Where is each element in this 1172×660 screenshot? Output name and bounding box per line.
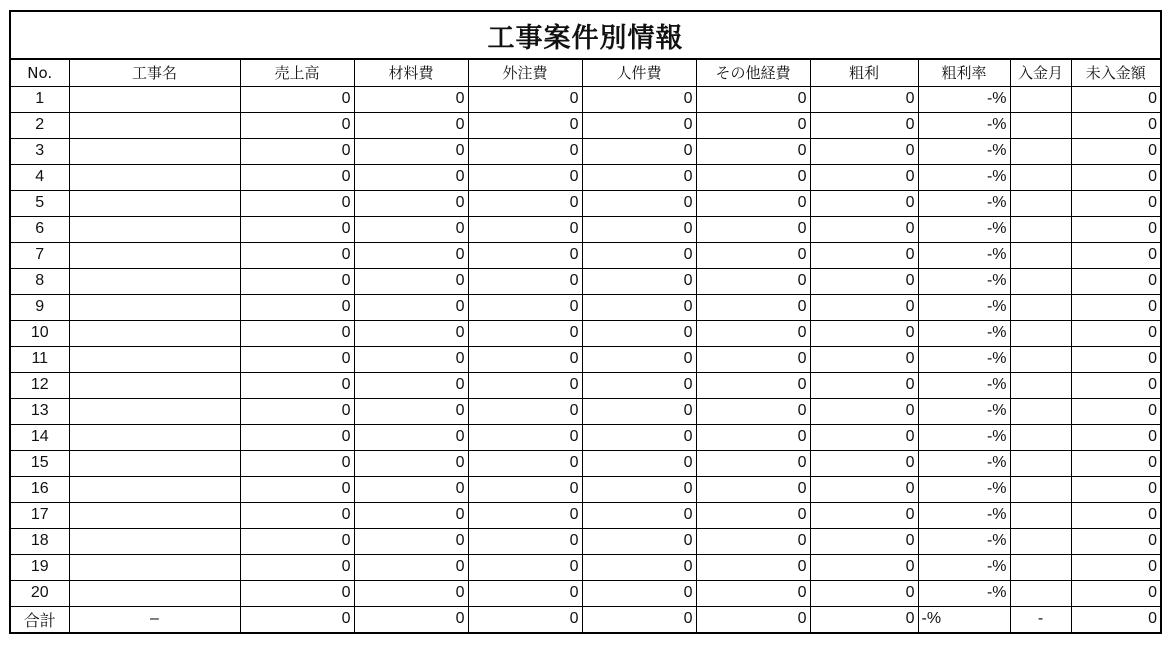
cell-outsource-cost[interactable]: 0 [468, 242, 582, 268]
cell-profit-rate[interactable]: -% [918, 476, 1010, 502]
cell-unpaid-amount[interactable]: 0 [1071, 398, 1160, 424]
cell-labor-cost[interactable]: 0 [582, 268, 696, 294]
cell-no[interactable]: 19 [11, 554, 69, 580]
header-payment-month: 入金月 [1010, 60, 1071, 86]
cell-outsource-cost[interactable]: 0 [468, 528, 582, 554]
cell-unpaid-amount[interactable]: 0 [1071, 424, 1160, 450]
total-outsource-cost[interactable]: 0 [468, 606, 582, 632]
cell-payment-month[interactable] [1010, 242, 1071, 268]
cell-payment-month[interactable] [1010, 554, 1071, 580]
cell-no[interactable]: 5 [11, 190, 69, 216]
cell-unpaid-amount[interactable]: 0 [1071, 164, 1160, 190]
sheet-title: 工事案件別情報 [11, 12, 1160, 60]
cell-gross-profit[interactable]: 0 [810, 294, 918, 320]
cell-material-cost[interactable]: 0 [354, 164, 468, 190]
cell-project-name[interactable] [69, 476, 240, 502]
cell-other-expense[interactable]: 0 [696, 398, 810, 424]
cell-gross-profit[interactable]: 0 [810, 268, 918, 294]
cell-payment-month[interactable] [1010, 268, 1071, 294]
cell-project-name[interactable] [69, 398, 240, 424]
cell-profit-rate[interactable]: -% [918, 294, 1010, 320]
cell-labor-cost[interactable]: 0 [582, 242, 696, 268]
cell-no[interactable]: 13 [11, 398, 69, 424]
header-labor-cost: 人件費 [582, 60, 696, 86]
table-row [11, 554, 1160, 580]
total-sales[interactable]: 0 [240, 606, 354, 632]
header-other-expense: その他経費 [696, 60, 810, 86]
cell-material-cost[interactable]: 0 [354, 346, 468, 372]
cell-sales[interactable]: 0 [240, 294, 354, 320]
table-row [11, 528, 1160, 554]
cell-sales[interactable]: 0 [240, 450, 354, 476]
cell-gross-profit[interactable]: 0 [810, 242, 918, 268]
cell-payment-month[interactable] [1010, 320, 1071, 346]
table-row [11, 216, 1160, 242]
cell-labor-cost[interactable]: 0 [582, 138, 696, 164]
cell-sales[interactable]: 0 [240, 138, 354, 164]
cell-no[interactable]: 4 [11, 164, 69, 190]
cell-project-name[interactable] [69, 424, 240, 450]
cell-profit-rate[interactable]: -% [918, 346, 1010, 372]
cell-material-cost[interactable]: 0 [354, 86, 468, 112]
cell-sales[interactable]: 0 [240, 320, 354, 346]
cell-outsource-cost[interactable]: 0 [468, 450, 582, 476]
cell-material-cost[interactable]: 0 [354, 320, 468, 346]
cell-no[interactable]: 15 [11, 450, 69, 476]
cell-gross-profit[interactable]: 0 [810, 424, 918, 450]
header-gross-profit: 粗利 [810, 60, 918, 86]
cell-unpaid-amount[interactable]: 0 [1071, 320, 1160, 346]
cell-sales[interactable]: 0 [240, 190, 354, 216]
total-profit-rate[interactable]: -% [918, 606, 1010, 632]
cell-payment-month[interactable] [1010, 424, 1071, 450]
table-row [11, 164, 1160, 190]
cell-profit-rate[interactable]: -% [918, 372, 1010, 398]
cell-unpaid-amount[interactable]: 0 [1071, 580, 1160, 606]
cell-sales[interactable]: 0 [240, 398, 354, 424]
total-labor-cost[interactable]: 0 [582, 606, 696, 632]
cell-unpaid-amount[interactable]: 0 [1071, 216, 1160, 242]
cell-labor-cost[interactable]: 0 [582, 476, 696, 502]
table-row [11, 294, 1160, 320]
cell-outsource-cost[interactable]: 0 [468, 554, 582, 580]
table-row [11, 580, 1160, 606]
cell-sales[interactable]: 0 [240, 424, 354, 450]
table-row [11, 398, 1160, 424]
cell-project-name[interactable] [69, 268, 240, 294]
cell-payment-month[interactable] [1010, 112, 1071, 138]
cell-material-cost[interactable]: 0 [354, 398, 468, 424]
cell-payment-month[interactable] [1010, 372, 1071, 398]
project-table [11, 60, 1160, 632]
total-payment-month[interactable]: - [1010, 606, 1071, 632]
table-row [11, 138, 1160, 164]
cell-no[interactable]: 2 [11, 112, 69, 138]
cell-project-name[interactable] [69, 164, 240, 190]
cell-no[interactable]: 14 [11, 424, 69, 450]
cell-profit-rate[interactable]: -% [918, 528, 1010, 554]
cell-unpaid-amount[interactable]: 0 [1071, 528, 1160, 554]
total-material-cost[interactable]: 0 [354, 606, 468, 632]
cell-unpaid-amount[interactable]: 0 [1071, 138, 1160, 164]
cell-other-expense[interactable]: 0 [696, 528, 810, 554]
cell-other-expense[interactable]: 0 [696, 190, 810, 216]
cell-unpaid-amount[interactable]: 0 [1071, 372, 1160, 398]
header-unpaid-amount: 未入金額 [1071, 60, 1160, 86]
cell-gross-profit[interactable]: 0 [810, 320, 918, 346]
cell-sales[interactable]: 0 [240, 216, 354, 242]
cell-outsource-cost[interactable]: 0 [468, 424, 582, 450]
cell-project-name[interactable] [69, 554, 240, 580]
table-row [11, 476, 1160, 502]
cell-unpaid-amount[interactable]: 0 [1071, 450, 1160, 476]
cell-outsource-cost[interactable]: 0 [468, 268, 582, 294]
cell-labor-cost[interactable]: 0 [582, 294, 696, 320]
table-row [11, 268, 1160, 294]
cell-sales[interactable]: 0 [240, 242, 354, 268]
cell-labor-cost[interactable]: 0 [582, 450, 696, 476]
cell-no[interactable]: 1 [11, 86, 69, 112]
cell-other-expense[interactable]: 0 [696, 242, 810, 268]
cell-sales[interactable]: 0 [240, 372, 354, 398]
cell-material-cost[interactable]: 0 [354, 242, 468, 268]
cell-outsource-cost[interactable]: 0 [468, 216, 582, 242]
cell-other-expense[interactable]: 0 [696, 164, 810, 190]
cell-payment-month[interactable] [1010, 294, 1071, 320]
cell-other-expense[interactable]: 0 [696, 112, 810, 138]
total-unpaid-amount[interactable]: 0 [1071, 606, 1160, 632]
cell-other-expense[interactable]: 0 [696, 554, 810, 580]
cell-outsource-cost[interactable]: 0 [468, 320, 582, 346]
cell-outsource-cost[interactable]: 0 [468, 294, 582, 320]
cell-unpaid-amount[interactable]: 0 [1071, 476, 1160, 502]
cell-profit-rate[interactable]: -% [918, 320, 1010, 346]
cell-no[interactable]: 16 [11, 476, 69, 502]
cell-gross-profit[interactable]: 0 [810, 164, 918, 190]
cell-outsource-cost[interactable]: 0 [468, 112, 582, 138]
cell-profit-rate[interactable]: -% [918, 450, 1010, 476]
cell-outsource-cost[interactable]: 0 [468, 164, 582, 190]
cell-payment-month[interactable] [1010, 398, 1071, 424]
spreadsheet [9, 10, 1162, 634]
cell-profit-rate[interactable]: -% [918, 242, 1010, 268]
cell-project-name[interactable] [69, 346, 240, 372]
cell-payment-month[interactable] [1010, 190, 1071, 216]
table-row [11, 372, 1160, 398]
cell-project-name[interactable] [69, 138, 240, 164]
cell-material-cost[interactable]: 0 [354, 216, 468, 242]
cell-other-expense[interactable]: 0 [696, 216, 810, 242]
cell-profit-rate[interactable]: -% [918, 112, 1010, 138]
cell-project-name[interactable] [69, 502, 240, 528]
cell-gross-profit[interactable]: 0 [810, 216, 918, 242]
cell-gross-profit[interactable]: 0 [810, 450, 918, 476]
cell-no[interactable]: 11 [11, 346, 69, 372]
cell-material-cost[interactable]: 0 [354, 476, 468, 502]
cell-labor-cost[interactable]: 0 [582, 190, 696, 216]
cell-labor-cost[interactable]: 0 [582, 320, 696, 346]
cell-project-name[interactable] [69, 320, 240, 346]
cell-labor-cost[interactable]: 0 [582, 164, 696, 190]
cell-payment-month[interactable] [1010, 476, 1071, 502]
header-material-cost: 材料費 [354, 60, 468, 86]
cell-project-name[interactable] [69, 580, 240, 606]
cell-project-name[interactable] [69, 112, 240, 138]
cell-unpaid-amount[interactable]: 0 [1071, 554, 1160, 580]
header-sales: 売上高 [240, 60, 354, 86]
cell-outsource-cost[interactable]: 0 [468, 190, 582, 216]
cell-no[interactable]: 17 [11, 502, 69, 528]
cell-material-cost[interactable]: 0 [354, 580, 468, 606]
cell-unpaid-amount[interactable]: 0 [1071, 502, 1160, 528]
cell-profit-rate[interactable]: -% [918, 268, 1010, 294]
table-row [11, 86, 1160, 112]
cell-unpaid-amount[interactable]: 0 [1071, 346, 1160, 372]
cell-labor-cost[interactable]: 0 [582, 216, 696, 242]
cell-other-expense[interactable]: 0 [696, 502, 810, 528]
total-no[interactable]: 合計 [11, 606, 69, 632]
cell-sales[interactable]: 0 [240, 86, 354, 112]
cell-labor-cost[interactable]: 0 [582, 528, 696, 554]
cell-gross-profit[interactable]: 0 [810, 502, 918, 528]
table-row [11, 502, 1160, 528]
cell-gross-profit[interactable]: 0 [810, 580, 918, 606]
cell-other-expense[interactable]: 0 [696, 372, 810, 398]
cell-unpaid-amount[interactable]: 0 [1071, 242, 1160, 268]
cell-outsource-cost[interactable]: 0 [468, 502, 582, 528]
cell-payment-month[interactable] [1010, 86, 1071, 112]
total-other-expense[interactable]: 0 [696, 606, 810, 632]
cell-no[interactable]: 7 [11, 242, 69, 268]
cell-payment-month[interactable] [1010, 164, 1071, 190]
cell-payment-month[interactable] [1010, 346, 1071, 372]
table-row [11, 450, 1160, 476]
cell-unpaid-amount[interactable]: 0 [1071, 86, 1160, 112]
cell-sales[interactable]: 0 [240, 580, 354, 606]
total-row [11, 606, 1160, 632]
total-project-name[interactable]: – [69, 606, 240, 632]
header-project-name: 工事名 [69, 60, 240, 86]
cell-payment-month[interactable] [1010, 450, 1071, 476]
table-row [11, 424, 1160, 450]
cell-material-cost[interactable]: 0 [354, 502, 468, 528]
cell-material-cost[interactable]: 0 [354, 190, 468, 216]
table-row [11, 112, 1160, 138]
total-gross-profit[interactable]: 0 [810, 606, 918, 632]
cell-gross-profit[interactable]: 0 [810, 398, 918, 424]
cell-project-name[interactable] [69, 242, 240, 268]
table-row [11, 190, 1160, 216]
cell-material-cost[interactable]: 0 [354, 450, 468, 476]
cell-labor-cost[interactable]: 0 [582, 372, 696, 398]
table-row [11, 320, 1160, 346]
cell-no[interactable]: 3 [11, 138, 69, 164]
cell-material-cost[interactable]: 0 [354, 372, 468, 398]
cell-project-name[interactable] [69, 372, 240, 398]
cell-outsource-cost[interactable]: 0 [468, 398, 582, 424]
cell-profit-rate[interactable]: -% [918, 86, 1010, 112]
cell-other-expense[interactable]: 0 [696, 138, 810, 164]
cell-no[interactable]: 8 [11, 268, 69, 294]
cell-unpaid-amount[interactable]: 0 [1071, 268, 1160, 294]
cell-project-name[interactable] [69, 190, 240, 216]
cell-sales[interactable]: 0 [240, 112, 354, 138]
cell-labor-cost[interactable]: 0 [582, 346, 696, 372]
cell-outsource-cost[interactable]: 0 [468, 476, 582, 502]
cell-other-expense[interactable]: 0 [696, 320, 810, 346]
table-row [11, 242, 1160, 268]
cell-project-name[interactable] [69, 450, 240, 476]
cell-outsource-cost[interactable]: 0 [468, 346, 582, 372]
cell-material-cost[interactable]: 0 [354, 554, 468, 580]
cell-gross-profit[interactable]: 0 [810, 554, 918, 580]
cell-labor-cost[interactable]: 0 [582, 424, 696, 450]
cell-gross-profit[interactable]: 0 [810, 528, 918, 554]
cell-sales[interactable]: 0 [240, 502, 354, 528]
cell-other-expense[interactable]: 0 [696, 424, 810, 450]
cell-outsource-cost[interactable]: 0 [468, 86, 582, 112]
cell-sales[interactable]: 0 [240, 476, 354, 502]
cell-gross-profit[interactable]: 0 [810, 86, 918, 112]
cell-no[interactable]: 18 [11, 528, 69, 554]
cell-gross-profit[interactable]: 0 [810, 190, 918, 216]
cell-other-expense[interactable]: 0 [696, 86, 810, 112]
cell-profit-rate[interactable]: -% [918, 138, 1010, 164]
header-outsource-cost: 外注費 [468, 60, 582, 86]
cell-gross-profit[interactable]: 0 [810, 112, 918, 138]
cell-profit-rate[interactable]: -% [918, 190, 1010, 216]
cell-sales[interactable]: 0 [240, 528, 354, 554]
cell-material-cost[interactable]: 0 [354, 268, 468, 294]
cell-payment-month[interactable] [1010, 528, 1071, 554]
cell-no[interactable]: 20 [11, 580, 69, 606]
cell-no[interactable]: 10 [11, 320, 69, 346]
cell-gross-profit[interactable]: 0 [810, 138, 918, 164]
cell-profit-rate[interactable]: -% [918, 164, 1010, 190]
cell-profit-rate[interactable]: -% [918, 216, 1010, 242]
cell-labor-cost[interactable]: 0 [582, 580, 696, 606]
cell-gross-profit[interactable]: 0 [810, 346, 918, 372]
cell-labor-cost[interactable]: 0 [582, 554, 696, 580]
cell-other-expense[interactable]: 0 [696, 580, 810, 606]
cell-labor-cost[interactable]: 0 [582, 112, 696, 138]
cell-no[interactable]: 12 [11, 372, 69, 398]
cell-sales[interactable]: 0 [240, 164, 354, 190]
cell-profit-rate[interactable]: -% [918, 424, 1010, 450]
header-profit-rate: 粗利率 [918, 60, 1010, 86]
cell-material-cost[interactable]: 0 [354, 112, 468, 138]
cell-unpaid-amount[interactable]: 0 [1071, 112, 1160, 138]
cell-payment-month[interactable] [1010, 580, 1071, 606]
cell-other-expense[interactable]: 0 [696, 294, 810, 320]
cell-other-expense[interactable]: 0 [696, 346, 810, 372]
cell-sales[interactable]: 0 [240, 554, 354, 580]
cell-payment-month[interactable] [1010, 502, 1071, 528]
cell-material-cost[interactable]: 0 [354, 528, 468, 554]
cell-payment-month[interactable] [1010, 216, 1071, 242]
header-no: No. [11, 60, 69, 86]
cell-profit-rate[interactable]: -% [918, 554, 1010, 580]
cell-project-name[interactable] [69, 294, 240, 320]
cell-other-expense[interactable]: 0 [696, 268, 810, 294]
cell-project-name[interactable] [69, 216, 240, 242]
cell-labor-cost[interactable]: 0 [582, 86, 696, 112]
cell-unpaid-amount[interactable]: 0 [1071, 190, 1160, 216]
table-row [11, 346, 1160, 372]
cell-labor-cost[interactable]: 0 [582, 502, 696, 528]
cell-outsource-cost[interactable]: 0 [468, 138, 582, 164]
cell-material-cost[interactable]: 0 [354, 424, 468, 450]
cell-gross-profit[interactable]: 0 [810, 372, 918, 398]
cell-profit-rate[interactable]: -% [918, 580, 1010, 606]
cell-no[interactable]: 9 [11, 294, 69, 320]
cell-payment-month[interactable] [1010, 138, 1071, 164]
cell-project-name[interactable] [69, 528, 240, 554]
cell-outsource-cost[interactable]: 0 [468, 372, 582, 398]
cell-other-expense[interactable]: 0 [696, 450, 810, 476]
cell-no[interactable]: 6 [11, 216, 69, 242]
cell-material-cost[interactable]: 0 [354, 138, 468, 164]
cell-sales[interactable]: 0 [240, 346, 354, 372]
cell-outsource-cost[interactable]: 0 [468, 580, 582, 606]
cell-material-cost[interactable]: 0 [354, 294, 468, 320]
cell-profit-rate[interactable]: -% [918, 502, 1010, 528]
cell-unpaid-amount[interactable]: 0 [1071, 294, 1160, 320]
cell-project-name[interactable] [69, 86, 240, 112]
cell-gross-profit[interactable]: 0 [810, 476, 918, 502]
cell-other-expense[interactable]: 0 [696, 476, 810, 502]
cell-sales[interactable]: 0 [240, 268, 354, 294]
header-row [11, 60, 1160, 86]
cell-labor-cost[interactable]: 0 [582, 398, 696, 424]
cell-profit-rate[interactable]: -% [918, 398, 1010, 424]
